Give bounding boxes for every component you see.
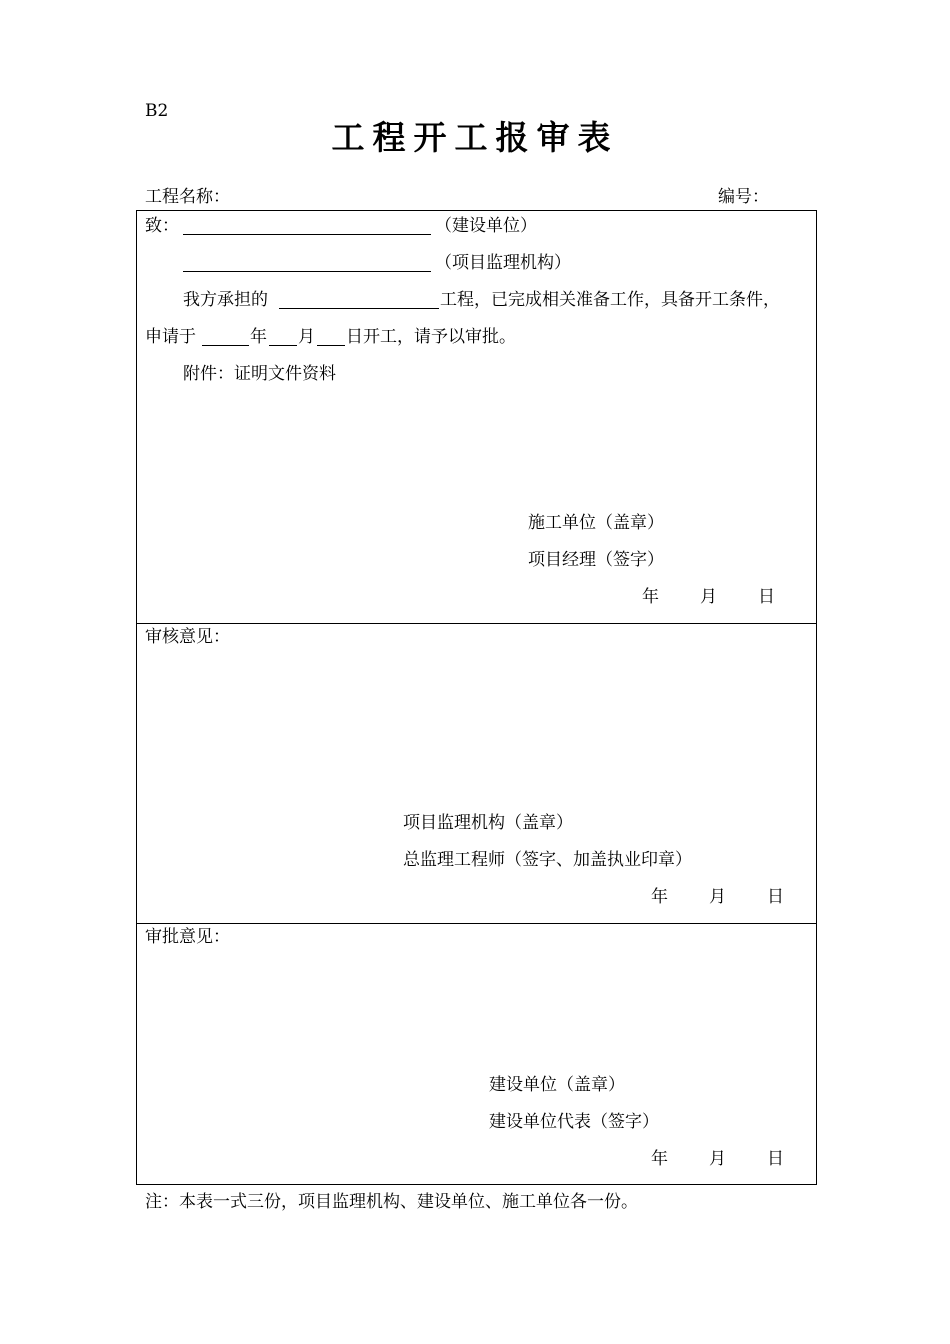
supervision-sign-unit: 项目监理机构（盖章）: [403, 813, 573, 833]
body-line2-prefix: 申请于: [145, 327, 196, 347]
body-line1-suffix: 工程，已完成相关准备工作，具备开工条件，: [440, 290, 780, 310]
day-blank[interactable]: [317, 327, 345, 346]
page-title: 工程开工报审表: [331, 118, 619, 157]
attachment-label: 附件：证明文件资料: [183, 364, 336, 384]
contractor-sign-person: 项目经理（签字）: [528, 550, 664, 570]
month-blank[interactable]: [269, 327, 297, 346]
footnote: 注：本表一式三份，项目监理机构、建设单位、施工单位各一份。: [145, 1192, 638, 1212]
form-table: [136, 210, 817, 1185]
form-code: B2: [145, 101, 169, 121]
date-month: 月: [709, 887, 726, 907]
date-month: 月: [709, 1149, 726, 1169]
year-blank[interactable]: [202, 327, 249, 346]
project-blank[interactable]: [279, 290, 439, 309]
body-line1-prefix: 我方承担的: [183, 290, 268, 310]
supervision-org-blank[interactable]: [183, 253, 431, 272]
supervision-org-hint: （项目监理机构）: [435, 253, 571, 273]
approval-opinion-label: 审批意见：: [145, 927, 230, 947]
date-day: 日: [758, 587, 775, 607]
section-divider: [137, 923, 816, 924]
body-line2-suffix: 日开工，请予以审批。: [346, 327, 516, 347]
year-label: 年: [250, 327, 267, 347]
date-year: 年: [651, 1149, 668, 1169]
contractor-sign-unit: 施工单位（盖章）: [528, 513, 664, 533]
date-month: 月: [700, 587, 717, 607]
section-divider: [137, 623, 816, 624]
date-year: 年: [642, 587, 659, 607]
number-label: 编号：: [718, 187, 769, 207]
construction-unit-hint: （建设单位）: [435, 216, 537, 236]
supervision-sign-person: 总监理工程师（签字、加盖执业印章）: [403, 850, 692, 870]
construction-unit-blank[interactable]: [183, 216, 431, 235]
to-label: 致：: [145, 216, 179, 236]
date-year: 年: [651, 887, 668, 907]
owner-sign-person: 建设单位代表（签字）: [489, 1112, 659, 1132]
owner-sign-unit: 建设单位（盖章）: [489, 1075, 625, 1095]
project-name-label: 工程名称：: [145, 187, 230, 207]
date-day: 日: [767, 1149, 784, 1169]
month-label: 月: [298, 327, 315, 347]
review-opinion-label: 审核意见：: [145, 627, 230, 647]
date-day: 日: [767, 887, 784, 907]
